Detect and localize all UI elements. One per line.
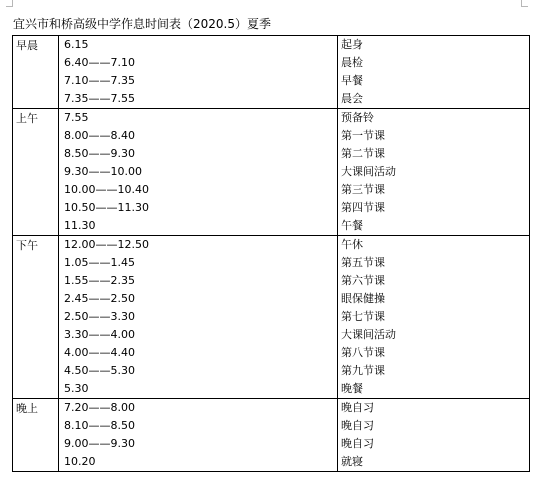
time-entry: 11.30 [64,219,96,232]
activity-entry: 午休 [341,238,363,251]
time-entry: 1.05——1.45 [64,256,135,269]
period-label-cell [13,109,59,236]
time-entry: 6.40——7.10 [64,56,135,69]
activity-entry: 晚自习 [341,419,374,432]
period-label-cell [13,236,59,399]
time-cell [59,236,338,399]
time-entry: 10.50——11.30 [64,201,149,214]
time-entry: 10.20 [64,455,96,468]
period-row [13,109,530,236]
time-entry: 5.30 [64,382,89,395]
activity-entry: 晚自习 [341,437,374,450]
activity-entry: 晨检 [341,56,363,69]
activity-entry: 第三节课 [341,183,385,196]
period-label: 上午 [16,112,38,125]
activity-entry: 晨会 [341,92,363,105]
time-entry: 9.30——10.00 [64,165,142,178]
page-margin-corner-left [6,0,13,7]
time-entry: 8.00——8.40 [64,129,135,142]
period-label: 晚上 [16,402,38,415]
document-title: 宜兴市和桥高级中学作息时间表（2020.5）夏季 [13,17,271,31]
activity-cell [338,36,530,109]
time-entry: 10.00——10.40 [64,183,149,196]
activity-entry: 大课间活动 [341,165,396,178]
activity-entry: 预备铃 [341,111,374,124]
activity-entry: 晚自习 [341,401,374,414]
activity-entry: 午餐 [341,219,363,232]
activity-cell [338,399,530,472]
activity-entry: 就寝 [341,455,363,468]
activity-entry: 第八节课 [341,346,385,359]
time-entry: 1.55——2.35 [64,274,135,287]
activity-cell [338,109,530,236]
activity-entry: 早餐 [341,74,363,87]
page-margin-corner-right [521,0,528,7]
time-entry: 12.00——12.50 [64,238,149,251]
period-row [13,36,530,109]
activity-entry: 第一节课 [341,129,385,142]
period-row [13,399,530,472]
time-entry: 8.50——9.30 [64,147,135,160]
time-entry: 4.50——5.30 [64,364,135,377]
schedule-table [12,35,530,472]
time-entry: 8.10——8.50 [64,419,135,432]
activity-entry: 第七节课 [341,310,385,323]
period-row [13,236,530,399]
activity-entry: 第五节课 [341,256,385,269]
time-entry: 7.35——7.55 [64,92,135,105]
time-cell [59,109,338,236]
activity-entry: 大课间活动 [341,328,396,341]
time-cell [59,399,338,472]
activity-entry: 第四节课 [341,201,385,214]
time-entry: 4.00——4.40 [64,346,135,359]
time-entry: 6.15 [64,38,89,51]
time-entry: 9.00——9.30 [64,437,135,450]
activity-entry: 起身 [341,38,363,51]
activity-entry: 晚餐 [341,382,363,395]
activity-entry: 第九节课 [341,364,385,377]
period-label-cell [13,36,59,109]
activity-entry: 第六节课 [341,274,385,287]
time-entry: 7.55 [64,111,89,124]
activity-cell [338,236,530,399]
time-entry: 2.45——2.50 [64,292,135,305]
activity-entry: 第二节课 [341,147,385,160]
time-entry: 7.20——8.00 [64,401,135,414]
period-label: 下午 [16,239,38,252]
activity-entry: 眼保健操 [341,292,385,305]
time-entry: 2.50——3.30 [64,310,135,323]
time-entry: 3.30——4.00 [64,328,135,341]
period-label: 早晨 [16,39,38,52]
time-cell [59,36,338,109]
schedule-table-body [13,36,530,472]
time-entry: 7.10——7.35 [64,74,135,87]
period-label-cell [13,399,59,472]
